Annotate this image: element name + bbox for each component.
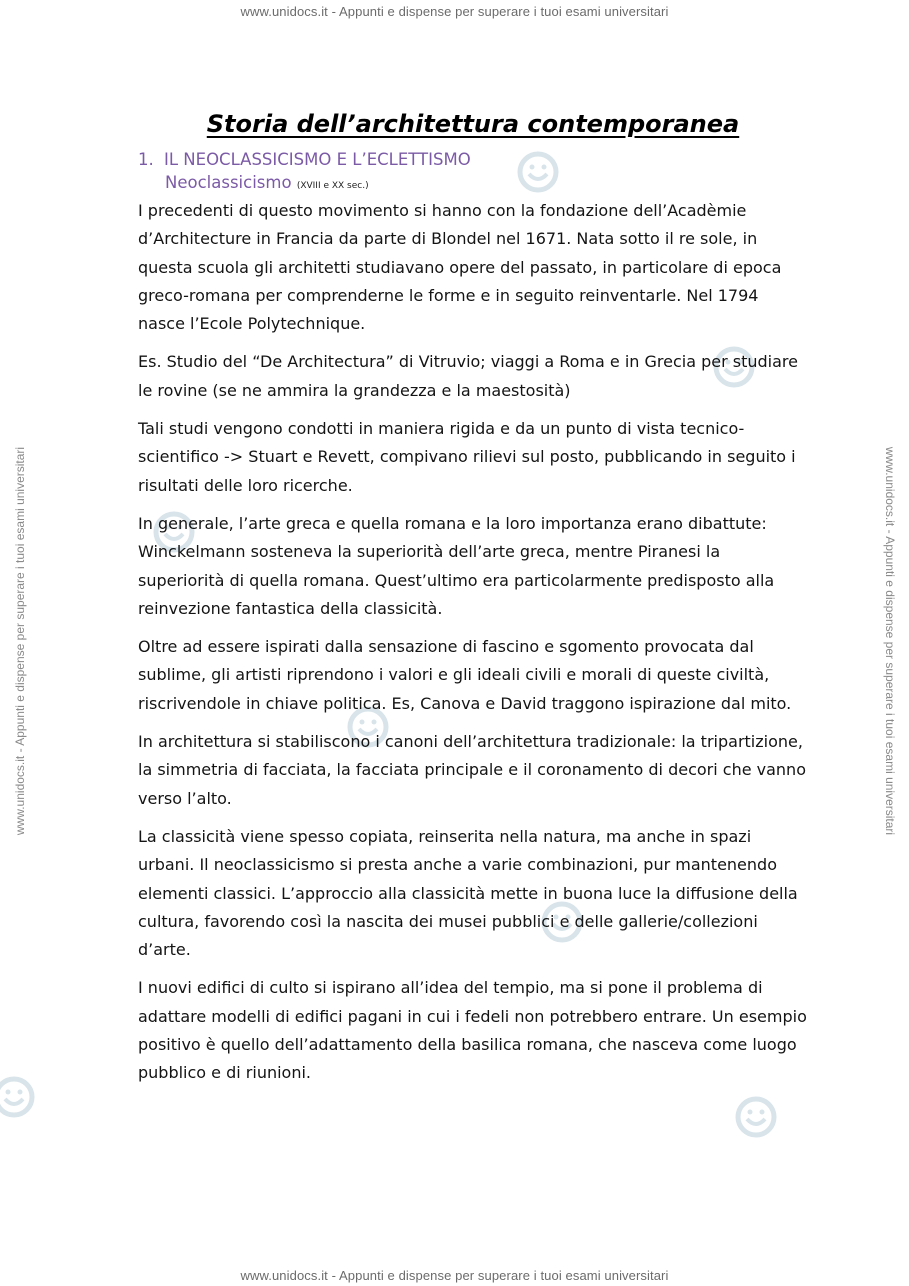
paragraph: I nuovi edifici di culto si ispirano all’idea del tempio, ma si pone il problema di adattare modelli di edifici pagani in cui i fedeli non potrebbero entrare. Un esempio positivo è quello dell’adattamento della basilica romana, che nasceva come luogo pubblico e di riunioni. — [138, 978, 807, 1083]
section-number: 1. — [138, 150, 154, 169]
left-side-watermark: www.unidocs.it - Appunti e dispense per superare i tuoi esami universitari — [13, 446, 27, 836]
paragraph: Tali studi vengono condotti in maniera rigida e da un punto di vista tecnico-scientifico -> Stuart e Revett, compivano rilievi sul posto, pubblicando in seguito i risultati delle loro ricerche. — [138, 419, 796, 495]
unidocs-logo-icon — [734, 1095, 778, 1139]
paragraph: I precedenti di questo movimento si hanno con la fondazione dell’Acadèmie d’Architecture in Francia da parte di Blondel nel 1671. Nata sotto il re sole, in questa scuola gli architetti studiavano opere del passato, in particolare di epoca greco-romana per comprenderne le forme e in seguito reinventarle. Nel 1794 nasce l’Ecole Polytechnique. — [138, 201, 782, 334]
right-side-watermark: www.unidocs.it - Appunti e dispense per superare i tuoi esami universitari — [883, 446, 897, 836]
paragraph: Es. Studio del “De Architectura” di Vitruvio; viaggi a Roma e in Grecia per studiare le rovine (se ne ammira la grandezza e la maestosità) — [138, 352, 798, 400]
paragraph: Oltre ad essere ispirati dalla sensazione di fascino e sgomento provocata dal sublime, gli artisti riprendono i valori e gli ideali civili e morali di queste civiltà, riscrivendole in chiave politica. Es, Canova e David traggono ispirazione dal mito. — [138, 637, 792, 713]
header-watermark: www.unidocs.it - Appunti e dispense per superare i tuoi esami universitari — [240, 4, 669, 19]
unidocs-logo-icon — [0, 1075, 36, 1119]
document-body — [138, 110, 808, 1098]
section-heading — [138, 148, 808, 172]
subsection-date-note: (XVIII e XX sec.) — [296, 181, 369, 191]
footer-watermark: www.unidocs.it - Appunti e dispense per superare i tuoi esami universitari — [240, 1268, 669, 1283]
document-title: Storia dell’architettura contemporanea — [206, 110, 740, 138]
subsection-heading — [138, 172, 808, 197]
section-heading-text: IL NEOCLASSICISMO E L’ECLETTISMO — [164, 150, 471, 169]
paragraph: In architettura si stabiliscono i canoni dell’architettura tradizionale: la tripartizione, la simmetria di facciata, la facciata principale e il coronamento di decori che vanno verso l’alto. — [138, 732, 806, 808]
paragraph: La classicità viene spesso copiata, reinserita nella natura, ma anche in spazi urbani. Il neoclassicismo si presta anche a varie combinazioni, pur mantenendo elementi classici. L’approccio alla classicità mette in buona luce la diffusione della cultura, favorendo così la nascita dei musei pubblici e delle gallerie/collezioni d’arte. — [138, 826, 798, 960]
subsection-title: Neoclassicismo — [165, 173, 292, 192]
paragraph: In generale, l’arte greca e quella romana e la loro importanza erano dibattute: Winckelmann sosteneva la superiorità dell’arte greca, mentre Piranesi la superiorità di quella romana. Quest’ultimo era particolarmente predisposto alla reinvezione fantastica della classicità. — [138, 513, 775, 618]
